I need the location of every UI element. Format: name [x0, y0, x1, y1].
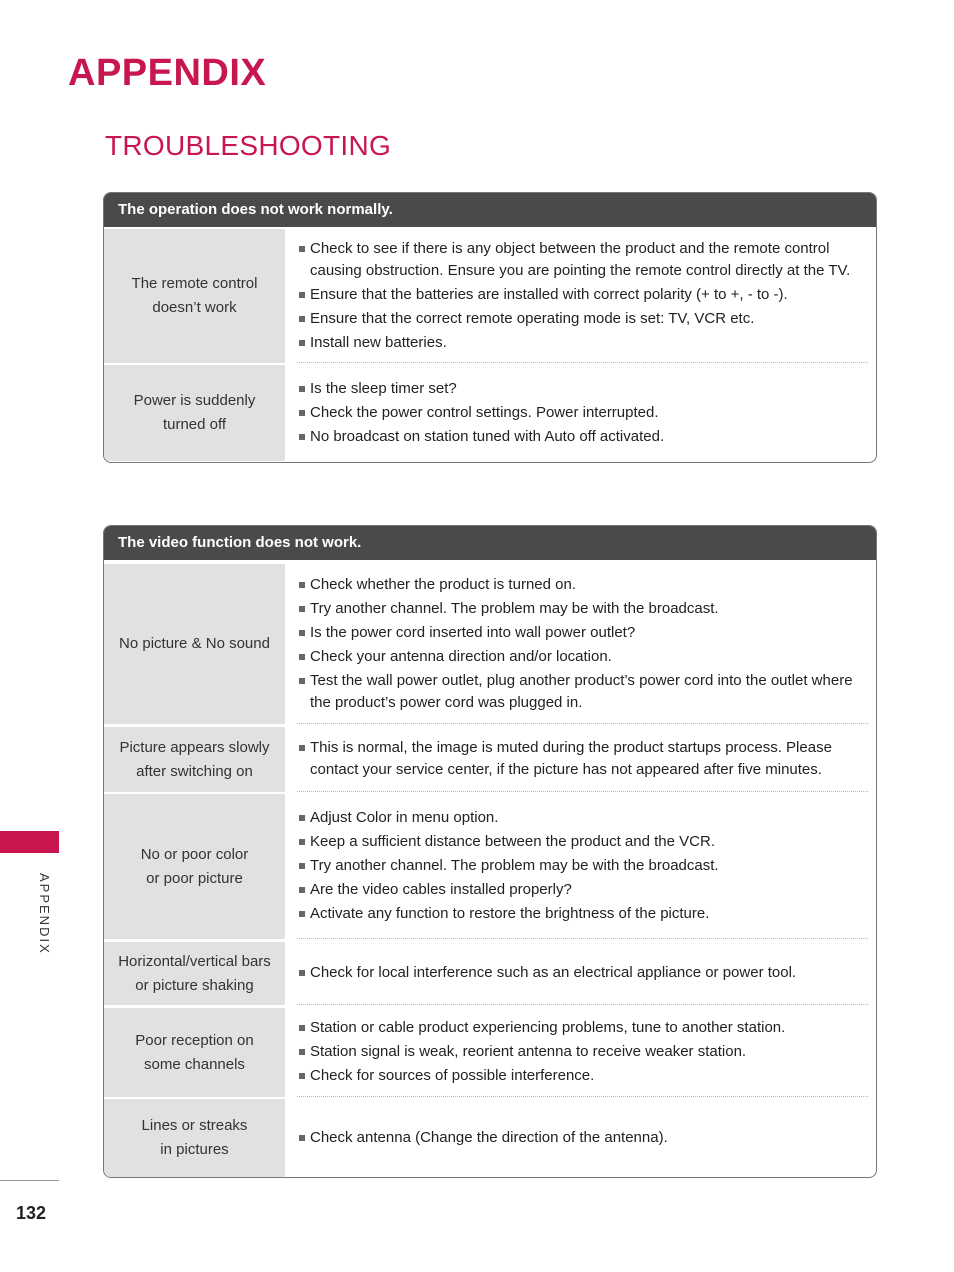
list-item: Check for sources of possible interference.: [297, 1065, 868, 1087]
table-row: [104, 942, 876, 1005]
list-item: Try another channel. The problem may be with the broadcast.: [297, 598, 868, 620]
panel-header: The video function does not work.: [104, 526, 876, 560]
side-section-label: APPENDIX: [37, 873, 52, 955]
solution-list: [297, 794, 868, 939]
table-row: [104, 1008, 876, 1097]
list-item: Ensure that the batteries are installed with correct polarity (+ to +, - to -).: [297, 284, 868, 306]
problem-label: Picture appears slowly after switching on: [104, 727, 285, 792]
list-item: Check to see if there is any object between the product and the remote control causing obstruction. Ensure you are pointing the remote control directly at the TV.: [297, 238, 868, 282]
list-item: Ensure that the correct remote operating mode is set: TV, VCR etc.: [297, 308, 868, 330]
solution-list: [297, 564, 868, 724]
table-row: [104, 1099, 876, 1177]
list-item: This is normal, the image is muted during the product startups process. Please contact your service center, if the picture has not appeared after five minutes.: [297, 737, 868, 781]
table-row: [104, 564, 876, 724]
list-item: Install new batteries.: [297, 332, 868, 354]
list-item: Check antenna (Change the direction of the antenna).: [297, 1127, 868, 1149]
problem-label: Poor reception on some channels: [104, 1008, 285, 1097]
page-number: 132: [16, 1203, 47, 1223]
list-item: Check your antenna direction and/or location.: [297, 646, 868, 668]
solution-list: [297, 727, 868, 792]
list-item: No broadcast on station tuned with Auto off activated.: [297, 426, 868, 448]
problem-label: No picture & No sound: [104, 564, 285, 724]
panel-header: The operation does not work normally.: [104, 193, 876, 227]
problem-label: Lines or streaks in pictures: [104, 1099, 285, 1177]
list-item: Station or cable product experiencing problems, tune to another station.: [297, 1017, 868, 1039]
solution-list: [297, 1099, 868, 1177]
panel-operation: [103, 192, 877, 463]
table-row: [104, 794, 876, 939]
table-row: [104, 229, 876, 363]
panel-video: [103, 525, 877, 1178]
side-tab-marker: [0, 831, 59, 853]
list-item: Activate any function to restore the brightness of the picture.: [297, 903, 868, 925]
list-item: Check the power control settings. Power interrupted.: [297, 402, 868, 424]
solution-list: [297, 942, 868, 1005]
list-item: Check for local interference such as an electrical appliance or power tool.: [297, 962, 868, 984]
problem-label: Power is suddenly turned off: [104, 365, 285, 461]
list-item: Keep a sufficient distance between the product and the VCR.: [297, 831, 868, 853]
problem-label: Horizontal/vertical bars or picture shaking: [104, 942, 285, 1005]
solution-list: [297, 365, 868, 461]
list-item: Check whether the product is turned on.: [297, 574, 868, 596]
list-item: Is the sleep timer set?: [297, 378, 868, 400]
footer-divider: [0, 1180, 59, 1181]
list-item: Try another channel. The problem may be with the broadcast.: [297, 855, 868, 877]
list-item: Adjust Color in menu option.: [297, 807, 868, 829]
problem-label: No or poor color or poor picture: [104, 794, 285, 939]
solution-list: [297, 1008, 868, 1097]
list-item: Are the video cables installed properly?: [297, 879, 868, 901]
table-row: [104, 727, 876, 792]
list-item: Is the power cord inserted into wall power outlet?: [297, 622, 868, 644]
section-title: TROUBLESHOOTING: [105, 130, 392, 161]
table-row: [104, 365, 876, 461]
list-item: Test the wall power outlet, plug another product’s power cord into the outlet where the product’s power cord was plugged in.: [297, 670, 868, 714]
problem-label: The remote control doesn’t work: [104, 229, 285, 363]
page-title: APPENDIX: [68, 52, 267, 94]
solution-list: [297, 229, 868, 363]
list-item: Station signal is weak, reorient antenna to receive weaker station.: [297, 1041, 868, 1063]
